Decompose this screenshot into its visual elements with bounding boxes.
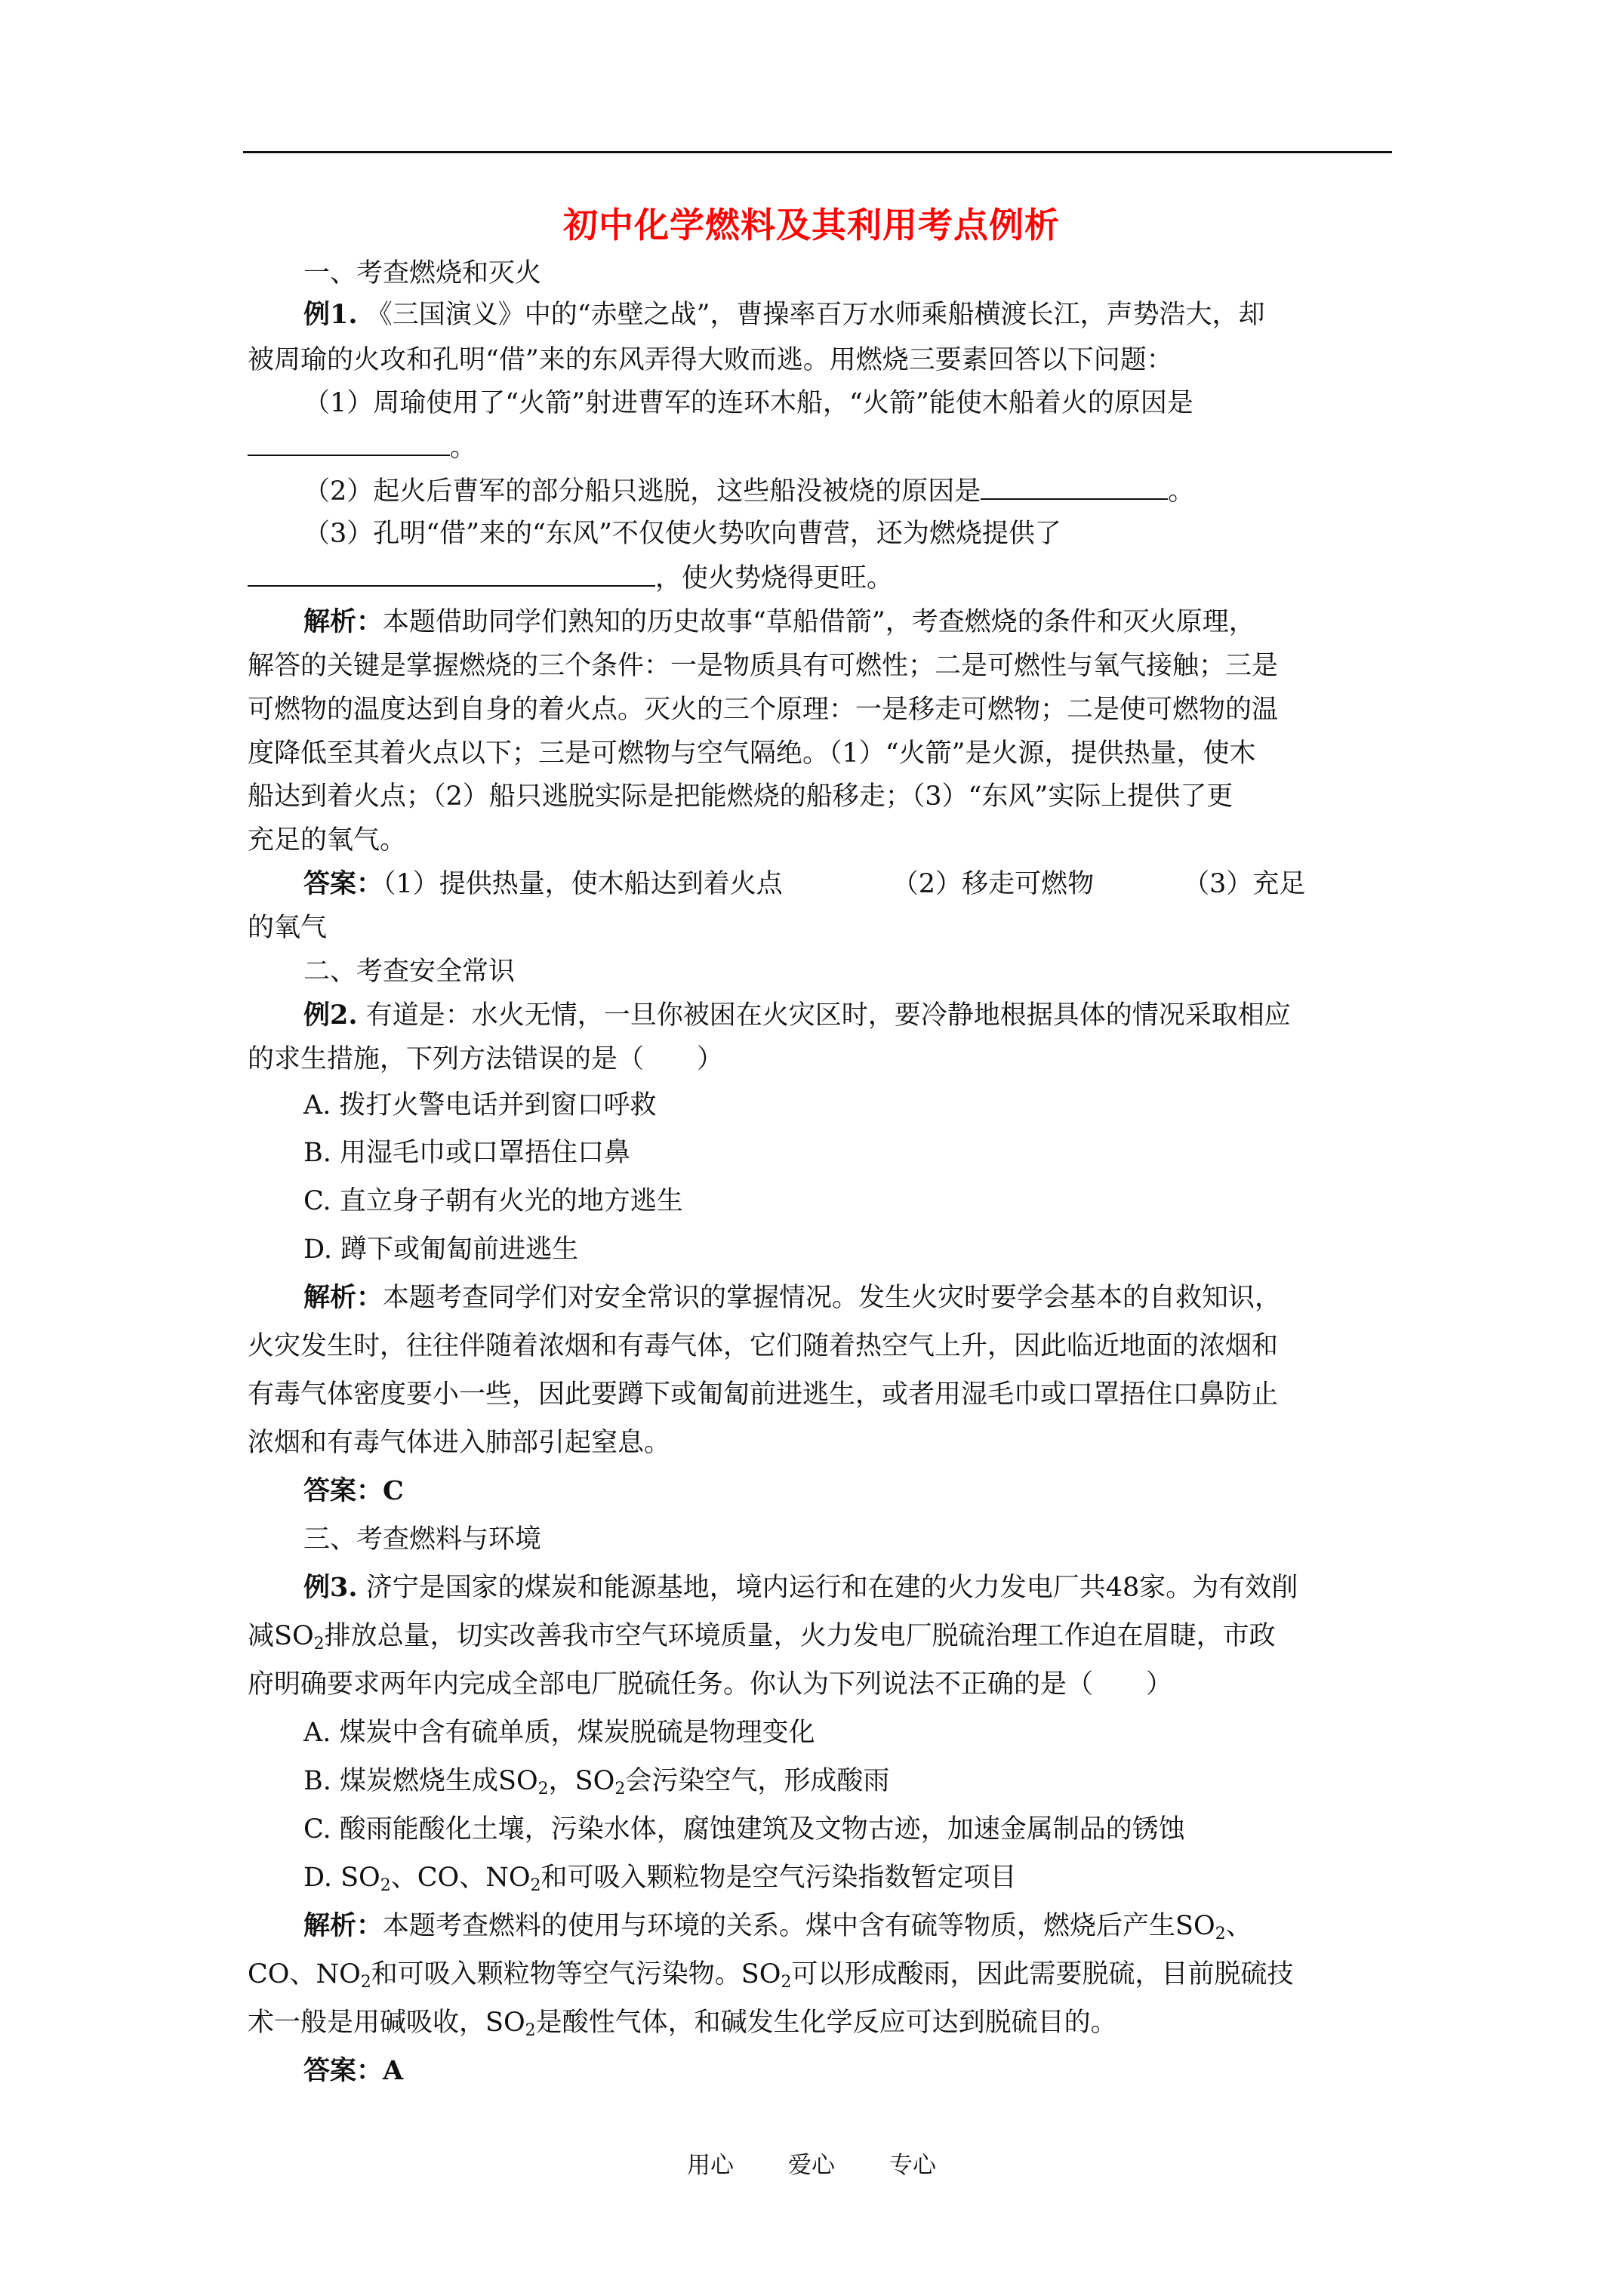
option-d[interactable]: D. $SO_2$、CO、$NO_2$和可吸入颗粒物是空气污染指数暂定项目 [303,1863,1017,1895]
answer-1: 答案：（1）提供热量，使木船达到着火点 （2）移走可燃物 （3）充足 [303,868,1306,899]
answer-blank-3[interactable] [248,561,655,587]
section-heading-1: 一、考查燃烧和灭火 [303,258,542,288]
footer-item: 用心 [687,2152,734,2179]
option-b[interactable]: B. 煤炭燃烧生成$SO_2$，$SO_2$会污染空气，形成酸雨 [303,1766,890,1798]
paragraph-line: 火灾发生时，往往伴随着浓烟和有毒气体，它们随着热空气上升，因此临近地面的浓烟和 [248,1331,1279,1361]
example-label: 例3. [303,1572,358,1603]
paragraph-line: 充足的氧气。 [248,825,407,855]
answer-blank-2[interactable] [981,474,1168,500]
option-c[interactable]: C. 酸雨能酸化土壤，污染水体，腐蚀建筑及文物古迹，加速金属制品的锈蚀 [303,1814,1185,1845]
answer-blank-line: 。 [248,430,1389,464]
answer-3: 答案：A [303,2055,404,2086]
page-title: 初中化学燃料及其利用考点例析 [563,205,1060,245]
paragraph-line: 浓烟和有毒气体进入肺部引起窒息。 [248,1428,671,1458]
example-label: 例1. [303,299,358,330]
header-rule [243,151,1392,153]
paragraph-line: 术一般是用碱吸收，$SO_2$是酸性气体，和碱发生化学反应可达到脱硫目的。 [248,2008,1117,2040]
paragraph-line: 有毒气体密度要小一些，因此要蹲下或匍匐前进逃生，或者用湿毛巾或口罩捂住口鼻防止 [248,1379,1279,1410]
answer-blank-line: ，使火势烧得更旺。 [248,561,1389,595]
section-heading-2: 二、考查安全常识 [303,957,516,987]
answer-2: 答案：C [303,1475,404,1506]
paragraph-line: 船达到着火点；（2）船只逃脱实际是把能燃烧的船移走；（3）“东风”实际上提供了更 [248,781,1233,812]
answer-label: 答案： [303,1475,383,1506]
paragraph-line: 解答的关键是掌握燃烧的三个条件：一是物质具有可燃性；二是可燃性与氧气接触；三是 [248,651,1279,681]
paragraph-line: 的求生措施，下列方法错误的是（ ） [248,1044,724,1074]
analysis-label: 解析： [303,606,383,637]
analysis-2: 解析：本题考查同学们对安全常识的掌握情况。发生火灾时要学会基本的自救知识， [303,1282,1282,1313]
paragraph-line: 减$SO_2$排放总量，切实改善我市空气环境质量，火力发电厂脱硫治理工作迫在眉睫，市政 [248,1621,1276,1653]
paragraph-line: 府明确要求两年内完成全部电厂脱硫任务。你认为下列说法不正确的是（ ） [248,1669,1173,1700]
analysis-3: 解析：本题考查燃料的使用与环境的关系。煤中含有硫等物质，燃烧后产生$SO_2$、 [303,1910,1252,1943]
option-c[interactable]: C. 直立身子朝有火光的地方逃生 [303,1186,683,1216]
paragraph-line: 被周瑜的火攻和孔明“借”来的东风弄得大败而逃。用燃烧三要素回答以下问题： [248,345,1173,375]
option-a[interactable]: A. 煤炭中含有硫单质，煤炭脱硫是物理变化 [303,1718,815,1748]
answer-label: 答案： [303,868,383,899]
option-a[interactable]: A. 拨打火警电话并到窗口呼救 [303,1090,657,1120]
example-3-question: 例3. 济宁是国家的煤炭和能源基地，境内运行和在建的火力发电厂共48家。为有效削 [303,1572,1298,1603]
answer-label: 答案： [303,2055,383,2086]
page-footer [0,2146,1623,2180]
question-part-3: （3）孔明“借”来的“东风”不仅使火势吹向曹营，还为燃烧提供了 [303,519,1061,549]
paragraph-line: 可燃物的温度达到自身的着火点。灭火的三个原理：一是移走可燃物；二是使可燃物的温 [248,695,1279,725]
example-1-question: 例1. 《三国演义》中的“赤壁之战”，曹操率百万水师乘船横渡长江，声势浩大，却 [303,299,1265,330]
question-part-1: （1）周瑜使用了“火箭”射进曹军的连环木船，“火箭”能使木船着火的原因是 [303,388,1193,418]
option-b[interactable]: B. 用湿毛巾或口罩捂住口鼻 [303,1138,630,1168]
paragraph-line: 的氧气 [248,913,328,943]
section-heading-3: 三、考查燃料与环境 [303,1524,542,1555]
footer-item: 爱心 [788,2152,835,2179]
footer-item: 专心 [889,2152,936,2179]
paragraph-line: 度降低至其着火点以下；三是可燃物与空气隔绝。（1）“火箭”是火源，提供热量，使木 [248,738,1256,769]
question-part-2: （2）起火后曹军的部分船只逃脱，这些船没被烧的原因是 。 [303,474,1389,508]
analysis-label: 解析： [303,1910,383,1941]
example-2-question: 例2. 有道是：水火无情，一旦你被困在火灾区时，要冷静地根据具体的情况采取相应 [303,1000,1291,1031]
analysis-1: 解析：本题借助同学们熟知的历史故事“草船借箭”，考查燃烧的条件和灭火原理， [303,606,1255,637]
example-label: 例2. [303,1000,358,1031]
analysis-label: 解析： [303,1282,383,1313]
option-d[interactable]: D. 蹲下或匍匐前进逃生 [303,1234,579,1265]
answer-blank-1[interactable] [248,430,450,456]
paragraph-line: CO、$NO_2$和可吸入颗粒物等空气污染物。$SO_2$可以形成酸雨，因此需要脱硫，目前脱硫技 [248,1959,1294,1992]
